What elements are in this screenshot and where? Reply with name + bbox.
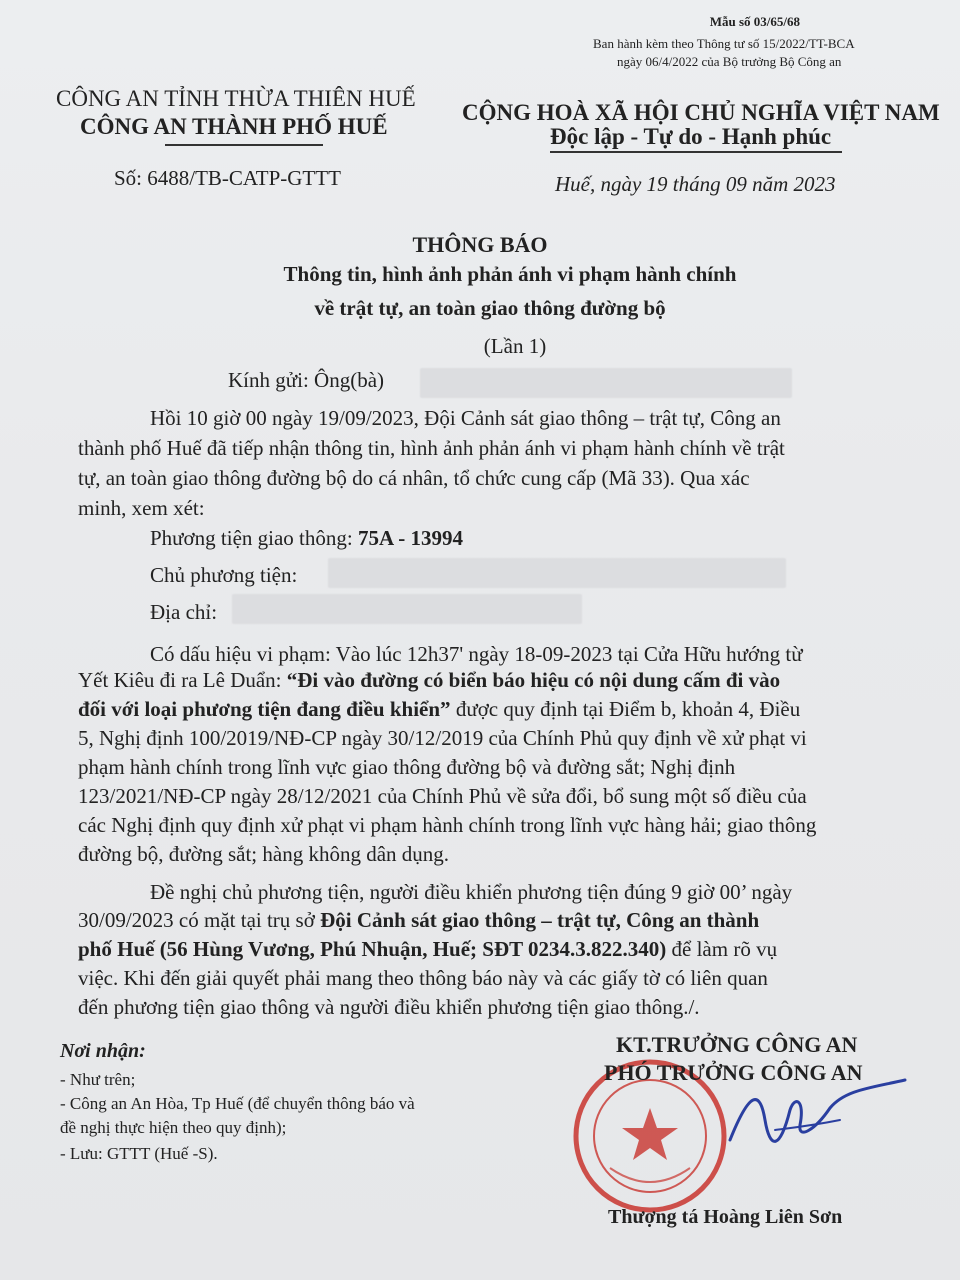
violation-offense: đối với loại phương tiện đang điều khiển”	[78, 697, 451, 721]
redacted-owner	[328, 558, 786, 588]
request-text: để làm rõ vụ	[666, 937, 778, 961]
recipient-line: - Lưu: GTTT (Huế -S).	[60, 1144, 218, 1163]
request-office: Đội Cảnh sát giao thông – trật tự, Công an thành	[320, 908, 760, 932]
recipient-line: đề nghị thực hiện theo quy định);	[60, 1118, 287, 1137]
redacted-recipient	[420, 368, 792, 398]
greeting: Kính gửi: Ông(bà)	[228, 368, 385, 392]
violation-line: Có dấu hiệu vi phạm: Vào lúc 12h37' ngày 18-09-2023 tại Cửa Hữu hướng từ	[150, 642, 803, 666]
request-line: việc. Khi đến giải quyết phải mang theo thông báo này và các giấy tờ có liên quan	[78, 966, 768, 990]
notice-count: (Lần 1)	[483, 334, 547, 358]
violation-text: Yết Kiêu đi ra Lê Duẩn:	[78, 668, 287, 692]
place-date: Huế, ngày 19 tháng 09 năm 2023	[555, 172, 836, 196]
violation-line	[78, 668, 780, 693]
address-label: Địa chỉ:	[150, 600, 218, 624]
violation-offense: “Đi vào đường có biển báo hiệu có nội dung cấm đi vào	[286, 668, 781, 692]
intro-line: tự, an toàn giao thông đường bộ do cá nhân, tổ chức cung cấp (Mã 33). Qua xác	[78, 466, 750, 490]
recipient-line: - Như trên;	[60, 1070, 136, 1089]
violation-line: phạm hành chính trong lĩnh vực giao thông đường bộ và đường sắt; Nghị định	[78, 755, 736, 779]
nation-heading: CỘNG HOÀ XÃ HỘI CHỦ NGHĨA VIỆT NAM	[462, 100, 940, 125]
signer-name: Thượng tá Hoàng Liên Sơn	[608, 1206, 843, 1228]
request-line: Đề nghị chủ phương tiện, người điều khiển phương tiện đúng 9 giờ 00’ ngày	[150, 880, 793, 904]
vehicle-label: Phương tiện giao thông:	[150, 526, 353, 550]
document-subtitle-2: về trật tự, an toàn giao thông đường bộ	[314, 296, 666, 320]
request-line	[78, 937, 777, 962]
motto-underline	[550, 151, 842, 153]
org-underline	[165, 144, 323, 146]
violation-line: 123/2021/NĐ-CP ngày 28/12/2021 của Chính Phủ về sửa đổi, bổ sung một số điều của	[78, 784, 807, 808]
form-note-line-2: ngày 06/4/2022 của Bộ trưởng Bộ Công an	[617, 54, 842, 69]
org-parent: CÔNG AN TỈNH THỪA THIÊN HUẾ	[56, 86, 416, 111]
recipient-line: - Công an An Hòa, Tp Huế (để chuyển thông báo và	[60, 1094, 415, 1113]
owner-label: Chủ phương tiện:	[150, 563, 298, 587]
violation-line: 5, Nghị định 100/2019/NĐ-CP ngày 30/12/2019 của Chính Phủ quy định về xử phạt vi	[78, 726, 807, 750]
request-line	[78, 908, 759, 933]
violation-line: các Nghị định quy định xử phạt vi phạm hành chính trong lĩnh vực hàng hải; giao thông	[78, 813, 817, 837]
request-office: phố Huế (56 Hùng Vương, Phú Nhuận, Huế; SĐT 0234.3.822.340)	[78, 937, 667, 961]
motto: Độc lập - Tự do - Hạnh phúc	[550, 124, 832, 149]
intro-line: thành phố Huế đã tiếp nhận thông tin, hình ảnh phản ánh vi phạm hành chính về trật	[78, 436, 785, 460]
recipients-title: Nơi nhận:	[60, 1040, 146, 1062]
document-number: Số: 6488/TB-CATP-GTTT	[114, 166, 341, 190]
vehicle-plate: 75A - 13994	[357, 526, 463, 550]
form-note-line-1: Ban hành kèm theo Thông tư số 15/2022/TT-BCA	[593, 36, 855, 51]
document-subtitle-1: Thông tin, hình ảnh phản ánh vi phạm hành chính	[283, 262, 737, 286]
violation-line	[78, 697, 800, 722]
request-line: đến phương tiện giao thông và người điều khiển phương tiện giao thông./.	[78, 995, 700, 1019]
vehicle-row	[150, 526, 463, 551]
signer-title-1: KT.TRƯỞNG CÔNG AN	[616, 1032, 858, 1057]
intro-line: minh, xem xét:	[78, 496, 205, 520]
violation-line: đường bộ, đường sắt; hàng không dân dụng.	[78, 842, 450, 866]
intro-line: Hồi 10 giờ 00 ngày 19/09/2023, Đội Cảnh sát giao thông – trật tự, Công an	[150, 406, 781, 430]
org-name: CÔNG AN THÀNH PHỐ HUẾ	[80, 114, 388, 139]
redacted-address	[232, 594, 582, 624]
signer-title-2: PHÓ TRƯỞNG CÔNG AN	[604, 1060, 863, 1085]
form-code: Mẫu số 03/65/68	[709, 14, 800, 29]
document-title: THÔNG BÁO	[412, 232, 548, 257]
violation-text: được quy định tại Điểm b, khoản 4, Điều	[450, 697, 801, 721]
request-text: 30/09/2023 có mặt tại trụ sở	[78, 908, 321, 932]
